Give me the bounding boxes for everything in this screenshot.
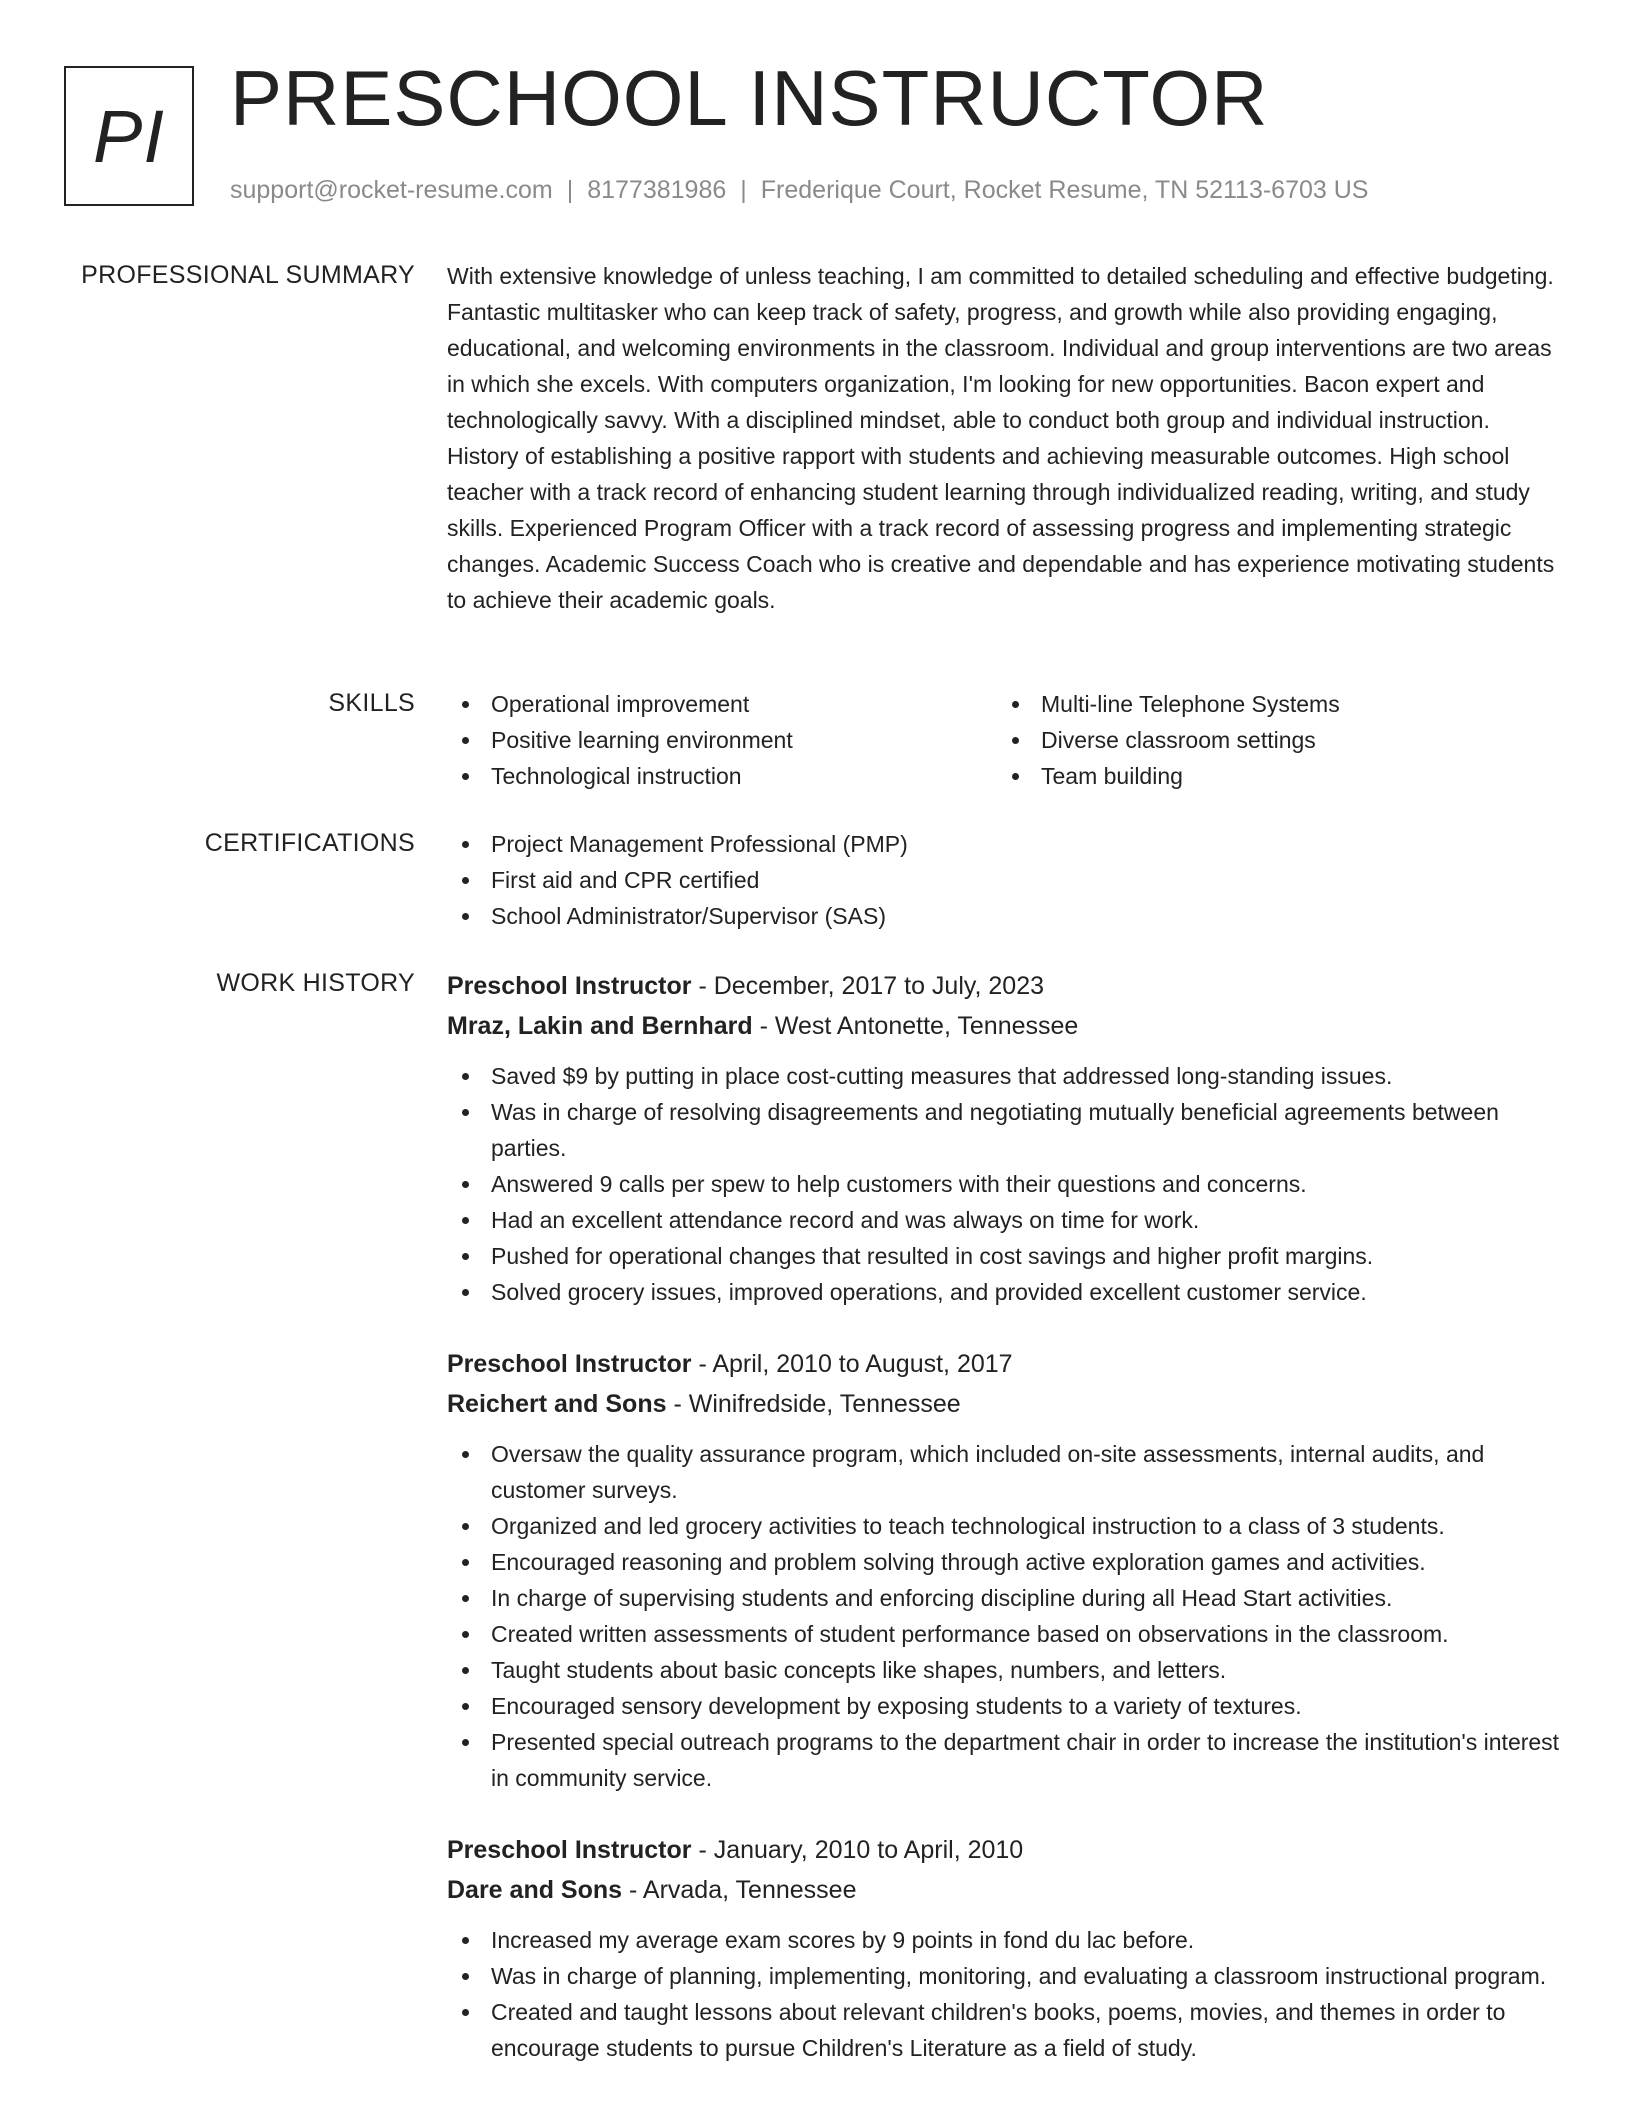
- jobs-list: [447, 966, 1567, 2100]
- job-bullet: Organized and led grocery activities to teach technological instruction to a class of 3 students.: [447, 1508, 1567, 1544]
- contact-separator: |: [740, 176, 747, 204]
- job-title: Preschool Instructor: [447, 1350, 692, 1378]
- job-bullet: Taught students about basic concepts like shapes, numbers, and letters.: [447, 1652, 1567, 1688]
- job-bullets: [447, 1922, 1567, 2066]
- section-label-summary: PROFESSIONAL SUMMARY: [81, 261, 415, 289]
- job-bullet: Presented special outreach programs to the department chair in order to increase the institution's interest in community service.: [447, 1724, 1567, 1796]
- skills-list-left: [447, 686, 997, 794]
- skill-item: Technological instruction: [447, 758, 997, 794]
- section-label-certifications: CERTIFICATIONS: [204, 829, 415, 857]
- job-bullet: Solved grocery issues, improved operations, and provided excellent customer service.: [447, 1274, 1567, 1310]
- job-company-line: [447, 1384, 1567, 1424]
- job-company-line: [447, 1006, 1567, 1046]
- job-dates: - December, 2017 to July, 2023: [698, 972, 1045, 1000]
- job-company: Dare and Sons: [447, 1876, 623, 1904]
- skill-item: Positive learning environment: [447, 722, 997, 758]
- job-title: Preschool Instructor: [447, 1836, 692, 1864]
- skills-list-right: [997, 686, 1547, 794]
- contact-email: support@rocket-resume.com: [230, 176, 553, 204]
- certification-item: Project Management Professional (PMP): [447, 826, 1567, 862]
- job-bullets: [447, 1436, 1567, 1796]
- job-entry: [447, 1344, 1567, 1796]
- monogram-initials: PI: [93, 94, 165, 178]
- job-bullet: Answered 9 calls per spew to help customers with their questions and concerns.: [447, 1166, 1567, 1202]
- skill-item: Diverse classroom settings: [997, 722, 1547, 758]
- job-bullet: Encouraged reasoning and problem solving through active exploration games and activities.: [447, 1544, 1567, 1580]
- job-entry: [447, 1830, 1567, 2066]
- job-location: - Winifredside, Tennessee: [673, 1390, 961, 1418]
- section-label-work-history: WORK HISTORY: [216, 969, 415, 997]
- job-bullet: In charge of supervising students and enforcing discipline during all Head Start activities.: [447, 1580, 1567, 1616]
- contact-address: Frederique Court, Rocket Resume, TN 52113-6703 US: [760, 176, 1369, 204]
- job-location: - West Antonette, Tennessee: [759, 1012, 1079, 1040]
- job-bullet: Created and taught lessons about relevant children's books, poems, movies, and themes in order to encourage students to pursue Children's Literature as a field of study.: [447, 1994, 1567, 2066]
- job-bullet: Increased my average exam scores by 9 points in fond du lac before.: [447, 1922, 1567, 1958]
- job-title-line: [447, 1830, 1567, 1870]
- job-bullet: Was in charge of planning, implementing, monitoring, and evaluating a classroom instructional program.: [447, 1958, 1567, 1994]
- job-bullet: Was in charge of resolving disagreements and negotiating mutually beneficial agreements between parties.: [447, 1094, 1567, 1166]
- skill-item: Team building: [997, 758, 1547, 794]
- job-dates: - April, 2010 to August, 2017: [698, 1350, 1013, 1378]
- monogram-box: [64, 66, 194, 206]
- certification-item: School Administrator/Supervisor (SAS): [447, 898, 1567, 934]
- page-title: PRESCHOOL INSTRUCTOR: [230, 54, 1269, 142]
- job-bullets: [447, 1058, 1567, 1310]
- job-company: Mraz, Lakin and Bernhard: [447, 1012, 753, 1040]
- job-bullet: Created written assessments of student performance based on observations in the classroom.: [447, 1616, 1567, 1652]
- job-bullet: Encouraged sensory development by exposing students to a variety of textures.: [447, 1688, 1567, 1724]
- contact-line: [230, 176, 1368, 205]
- job-bullet: Had an excellent attendance record and was always on time for work.: [447, 1202, 1567, 1238]
- job-dates: - January, 2010 to April, 2010: [698, 1836, 1024, 1864]
- job-bullet: Saved $9 by putting in place cost-cutting measures that addressed long-standing issues.: [447, 1058, 1567, 1094]
- job-location: - Arvada, Tennessee: [629, 1876, 857, 1904]
- job-title-line: [447, 966, 1567, 1006]
- job-company: Reichert and Sons: [447, 1390, 667, 1418]
- job-bullet: Pushed for operational changes that resulted in cost savings and higher profit margins.: [447, 1238, 1567, 1274]
- skill-item: Operational improvement: [447, 686, 997, 722]
- job-title: Preschool Instructor: [447, 972, 692, 1000]
- contact-phone: 8177381986: [587, 176, 727, 204]
- skill-item: Multi-line Telephone Systems: [997, 686, 1547, 722]
- contact-separator: |: [566, 176, 574, 204]
- job-title-line: [447, 1344, 1567, 1384]
- job-entry: [447, 966, 1567, 1310]
- certification-item: First aid and CPR certified: [447, 862, 1567, 898]
- summary-text: With extensive knowledge of unless teaching, I am committed to detailed scheduling and effective budgeting. Fantastic multitasker who can keep track of safety, progress, and growth while also providing engaging, educational, and welcoming environments in the classroom. Individual and group interventions are two areas in which she excels. With computers organization, I'm looking for new opportunities. Bacon expert and technologically savvy. With a disciplined mindset, able to conduct both group and individual instruction. History of establishing a positive rapport with students and achieving measurable outcomes. High school teacher with a track record of enhancing student learning through individualized reading, writing, and study skills. Experienced Program Officer with a track record of assessing progress and implementing strategic changes. Academic Success Coach who is creative and dependable and has experience motivating students to achieve their academic goals.: [447, 263, 1555, 613]
- section-label-skills: SKILLS: [328, 689, 415, 717]
- job-bullet: Oversaw the quality assurance program, which included on-site assessments, internal audits, and customer surveys.: [447, 1436, 1567, 1508]
- certifications-list: [447, 826, 1567, 934]
- job-company-line: [447, 1870, 1567, 1910]
